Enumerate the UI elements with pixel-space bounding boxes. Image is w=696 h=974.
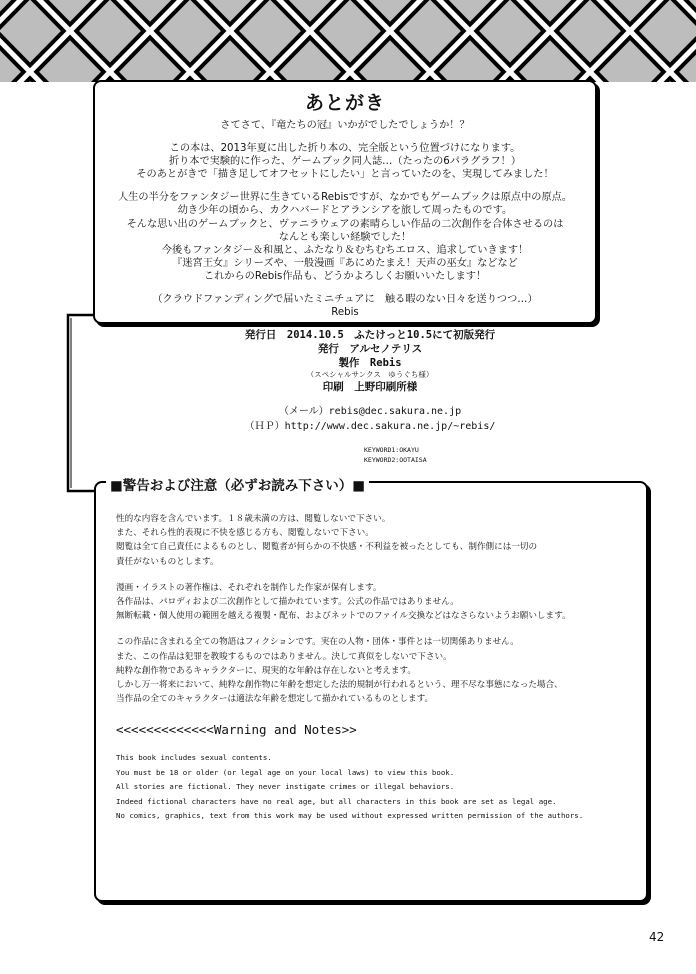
warning-en-line: You must be 18 or older (or legal age on your local laws) to view this book.	[116, 767, 455, 777]
warning-en-line: No comics, graphics, text from this work may be used without expressed written permission of the authors.	[116, 811, 584, 821]
afterword-line: 人生の半分をファンタジー世界に生きているRebisですが、なかでもゲームブックは原点中の原点。	[117, 192, 573, 204]
warning-jp-line: しかし万一将来において、純粋な創作物に年齢を想定した法的規制が行われるという、理不尽な事態になった場合、	[116, 680, 563, 691]
lattice-pattern	[0, 0, 696, 82]
colophon-special-thanks: （スペシャルサンクス ゆうぐち様）	[306, 370, 434, 379]
colophon-issue-date: 発行日 2014.10.5 ふたけっと10.5にて初版発行	[244, 329, 496, 341]
contact-info	[190, 404, 550, 434]
afterword-line: そんな思い出のゲームブックと、ヴァニラウェアの素晴らしい作品の二次創作を合体させるのは	[126, 218, 564, 230]
warning-en-title: <<<<<<<<<<<<<Warning and Notes>>	[116, 722, 357, 738]
afterword-line: これからのRebis作品も、どうかよろしくお願いいたします！	[203, 270, 487, 282]
colophon	[190, 328, 550, 394]
warning-jp-line: 当作品の全てのキャラクターは適法な年齢を想定して描かれているものとします。	[116, 694, 434, 705]
keyword-2: KEYWORD2:OOTAISA	[364, 456, 427, 464]
afterword-line: この本は、2013年夏に出した折り本の、完全版という位置づけになります。	[169, 143, 521, 155]
afterword-text	[95, 119, 595, 319]
warning-body	[116, 512, 636, 824]
colophon-printer: 印刷 上野印刷所様	[322, 381, 418, 393]
warning-jp-line: 各作品は、パロディおよび二次創作として描かれています。公式の作品ではありません。	[116, 597, 459, 608]
page-number: 42	[649, 930, 665, 944]
warning-jp-line: 閲覧は全て自己責任によるものとし、閲覧者が何らかの不快感・不利益を被ったとしても、制作側には一切の	[116, 542, 538, 553]
warning-jp-line: この作品に含まれる全ての物語はフィクションです。実在の人物・団体・事件とは一切関係ありません。	[116, 637, 519, 648]
afterword-line: そのあとがきで「描き足してオフセットにしたい」と言っていたのを、実現してみました！	[136, 169, 554, 181]
warning-panel	[94, 478, 648, 902]
afterword-line: 折り本で実験的に作った、ゲームブック同人誌…（たったの6パラグラフ！）	[168, 156, 522, 168]
contact-homepage: （ＨＰ）http://www.dec.sakura.ne.jp/~rebis/	[244, 421, 496, 432]
afterword-signature: Rebis	[331, 307, 359, 319]
keywords	[364, 445, 427, 465]
afterword-line: 今後もファンタジー＆和風と、ふたなり＆むちむちエロス、追求していきます！	[161, 244, 529, 256]
warning-jp-line: 漫画・イラストの著作権は、それぞれを制作した作家が保有します。	[116, 582, 382, 593]
afterword-line: さてさて、『竜たちの冠』いかがでしたでしょうか！？	[220, 120, 470, 131]
afterword-title: あとがき	[304, 92, 385, 114]
warning-jp-line: 性的な内容を含んでいます。１８歳未満の方は、閲覧しないで下さい。	[116, 514, 391, 524]
warning-en-line: Indeed fictional characters have no real age, but all characters in this book are set as legal age.	[116, 796, 557, 806]
warning-en-line: All stories are fictional. They never instigate crimes or illegal behaviors.	[116, 782, 455, 792]
colophon-producer: 製作 Rebis	[338, 357, 402, 369]
warning-jp-line: 無断転載・個人使用の範囲を越える複製・配布、およびネットでのファイル交換などはなさらないようお願いします。	[116, 611, 571, 622]
afterword-line: 幼き少年の頃から、カクハバードとアランシアを旅して周ったものです。	[177, 205, 513, 217]
warning-jp-line: 責任がないものとします。	[116, 556, 219, 567]
warning-jp-line: また、この作品は犯罪を教唆するものではありません。決して真似をしないで下さい。	[116, 651, 452, 662]
warning-jp-line: 純粋な創作物であるキャラクターに、現実的な年齢は存在しないと考えます。	[116, 665, 416, 676]
afterword-line: 『迷宮王女』シリーズや、一般漫画『あにめたまえ！天声の巫女』などなど	[172, 257, 518, 269]
warning-jp-line: また、それら性的表現に不快を感じる方も、閲覧しないで下さい。	[116, 528, 374, 539]
afterword-line: （クラウドファンディングで届いたミニチュアに 触る暇のない日々を送りつつ…）	[152, 294, 538, 306]
afterword-line: なんとも楽しい経験でした！	[278, 231, 412, 243]
warning-title: ■警告および注意（必ずお読み下さい）■	[106, 474, 369, 494]
header-lattice-band	[0, 0, 696, 82]
contact-mail: （メール）rebis@dec.sakura.ne.jp	[278, 406, 462, 417]
warning-en-line: This book includes sexual contents.	[116, 753, 272, 763]
keyword-1: KEYWORD1:OKAYU	[364, 446, 419, 454]
afterword-panel	[93, 80, 597, 324]
warning-en-body	[116, 751, 636, 824]
colophon-publisher: 発行 アルセノテリス	[317, 343, 423, 355]
